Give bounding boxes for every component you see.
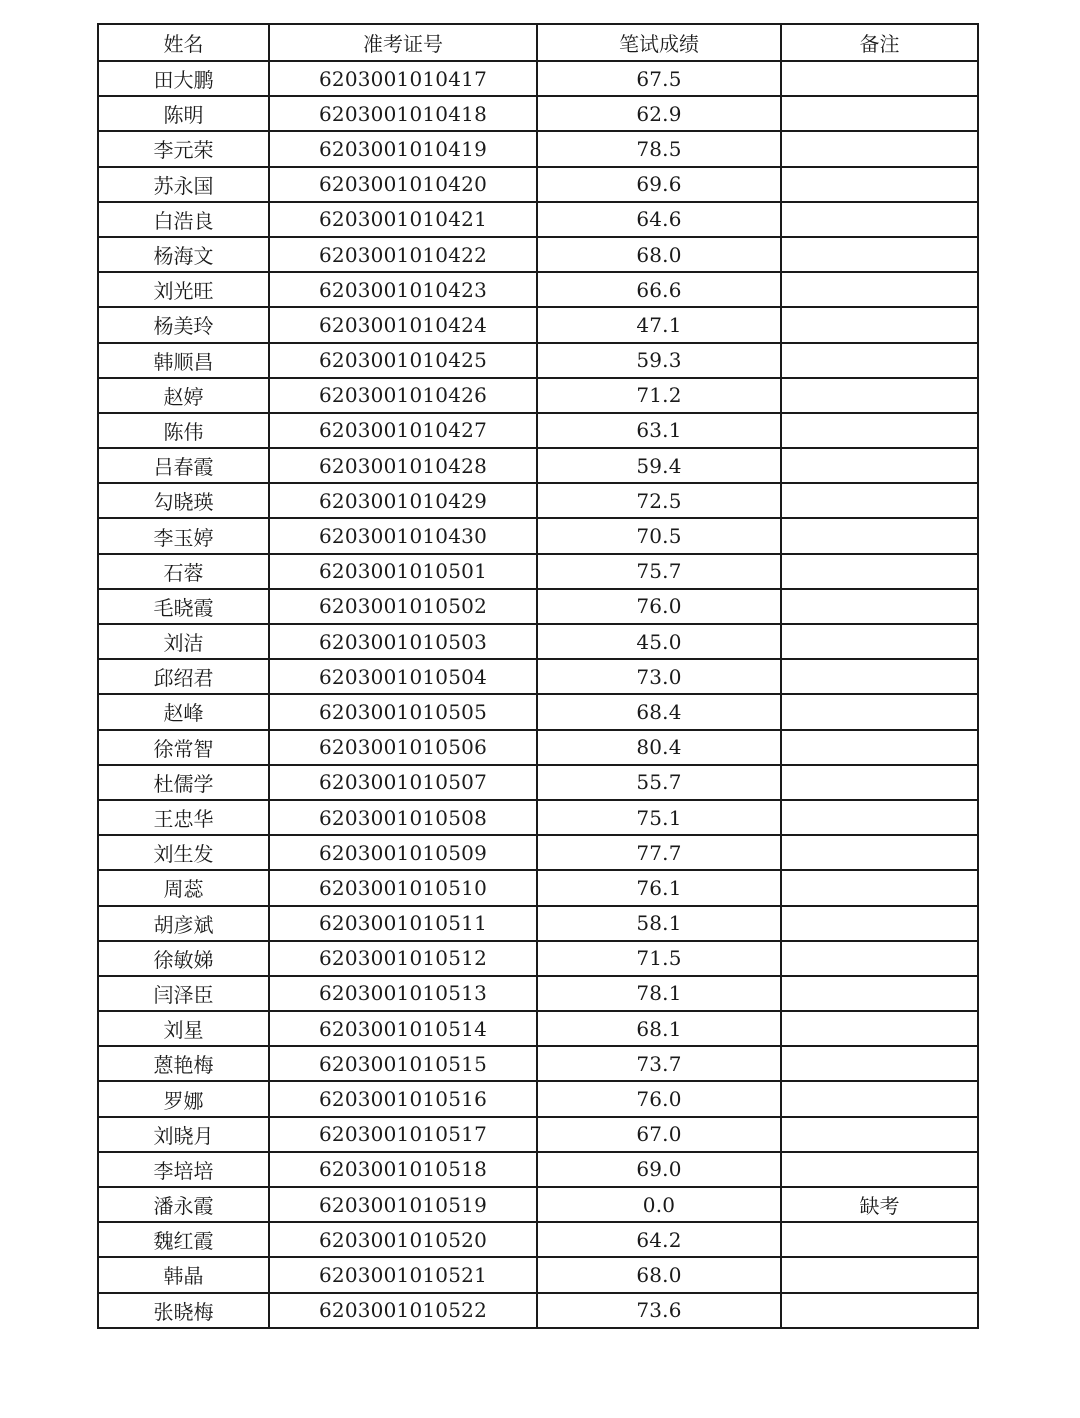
table-body xyxy=(98,61,978,1328)
cell-score: 69.0 xyxy=(537,1152,781,1187)
cell-name: 魏红霞 xyxy=(98,1222,269,1257)
cell-note xyxy=(781,483,978,518)
cell-note xyxy=(781,659,978,694)
cell-note xyxy=(781,976,978,1011)
cell-note xyxy=(781,694,978,729)
cell-score: 59.4 xyxy=(537,448,781,483)
cell-exam-id: 6203001010504 xyxy=(269,659,537,694)
cell-name: 闫泽臣 xyxy=(98,976,269,1011)
table-row xyxy=(98,1222,978,1257)
cell-name: 杨海文 xyxy=(98,237,269,272)
cell-score: 63.1 xyxy=(537,413,781,448)
cell-note xyxy=(781,343,978,378)
cell-exam-id: 6203001010421 xyxy=(269,202,537,237)
cell-name: 刘洁 xyxy=(98,624,269,659)
cell-note xyxy=(781,448,978,483)
cell-exam-id: 6203001010507 xyxy=(269,765,537,800)
table-row xyxy=(98,659,978,694)
table-row xyxy=(98,272,978,307)
table-row xyxy=(98,835,978,870)
cell-note xyxy=(781,61,978,96)
cell-name: 徐常智 xyxy=(98,730,269,765)
table-row xyxy=(98,730,978,765)
cell-note xyxy=(781,1222,978,1257)
cell-note xyxy=(781,1117,978,1152)
header-note: 备注 xyxy=(781,24,978,61)
cell-name: 赵峰 xyxy=(98,694,269,729)
cell-exam-id: 6203001010422 xyxy=(269,237,537,272)
cell-exam-id: 6203001010417 xyxy=(269,61,537,96)
table-row xyxy=(98,343,978,378)
table-row xyxy=(98,1257,978,1292)
cell-note xyxy=(781,378,978,413)
table-row xyxy=(98,1081,978,1116)
cell-score: 68.0 xyxy=(537,1257,781,1292)
table-row xyxy=(98,976,978,1011)
table-row xyxy=(98,589,978,624)
cell-name: 胡彦斌 xyxy=(98,906,269,941)
cell-name: 吕春霞 xyxy=(98,448,269,483)
cell-exam-id: 6203001010518 xyxy=(269,1152,537,1187)
cell-exam-id: 6203001010508 xyxy=(269,800,537,835)
table-row xyxy=(98,800,978,835)
cell-exam-id: 6203001010428 xyxy=(269,448,537,483)
cell-score: 55.7 xyxy=(537,765,781,800)
cell-score: 76.1 xyxy=(537,870,781,905)
cell-score: 78.1 xyxy=(537,976,781,1011)
table-row xyxy=(98,1152,978,1187)
cell-score: 45.0 xyxy=(537,624,781,659)
cell-name: 刘星 xyxy=(98,1011,269,1046)
table-row xyxy=(98,694,978,729)
cell-exam-id: 6203001010512 xyxy=(269,941,537,976)
cell-exam-id: 6203001010418 xyxy=(269,96,537,131)
cell-score: 80.4 xyxy=(537,730,781,765)
table-row xyxy=(98,167,978,202)
cell-score: 71.5 xyxy=(537,941,781,976)
cell-note xyxy=(781,131,978,166)
cell-note xyxy=(781,624,978,659)
cell-exam-id: 6203001010519 xyxy=(269,1187,537,1222)
cell-exam-id: 6203001010506 xyxy=(269,730,537,765)
cell-score: 76.0 xyxy=(537,589,781,624)
cell-note xyxy=(781,1257,978,1292)
cell-note xyxy=(781,870,978,905)
cell-name: 毛晓霞 xyxy=(98,589,269,624)
cell-score: 75.7 xyxy=(537,554,781,589)
cell-name: 周蕊 xyxy=(98,870,269,905)
cell-name: 邱绍君 xyxy=(98,659,269,694)
cell-name: 徐敏娣 xyxy=(98,941,269,976)
cell-name: 苏永国 xyxy=(98,167,269,202)
table-row xyxy=(98,870,978,905)
cell-note xyxy=(781,1046,978,1081)
table-row xyxy=(98,1293,978,1328)
cell-note xyxy=(781,589,978,624)
cell-exam-id: 6203001010513 xyxy=(269,976,537,1011)
cell-score: 73.7 xyxy=(537,1046,781,1081)
cell-note xyxy=(781,554,978,589)
cell-name: 杨美玲 xyxy=(98,307,269,342)
cell-exam-id: 6203001010516 xyxy=(269,1081,537,1116)
cell-score: 68.1 xyxy=(537,1011,781,1046)
cell-note xyxy=(781,765,978,800)
table-row xyxy=(98,1011,978,1046)
cell-score: 58.1 xyxy=(537,906,781,941)
cell-note xyxy=(781,1152,978,1187)
table-row xyxy=(98,61,978,96)
cell-name: 张晓梅 xyxy=(98,1293,269,1328)
cell-score: 0.0 xyxy=(537,1187,781,1222)
cell-exam-id: 6203001010423 xyxy=(269,272,537,307)
table-row xyxy=(98,237,978,272)
table-row xyxy=(98,554,978,589)
table-row xyxy=(98,1117,978,1152)
cell-score: 69.6 xyxy=(537,167,781,202)
cell-name: 罗娜 xyxy=(98,1081,269,1116)
cell-score: 64.6 xyxy=(537,202,781,237)
score-table xyxy=(97,23,979,1329)
cell-name: 刘光旺 xyxy=(98,272,269,307)
cell-note xyxy=(781,413,978,448)
table-row xyxy=(98,96,978,131)
cell-score: 68.4 xyxy=(537,694,781,729)
cell-name: 刘生发 xyxy=(98,835,269,870)
cell-exam-id: 6203001010520 xyxy=(269,1222,537,1257)
cell-exam-id: 6203001010426 xyxy=(269,378,537,413)
cell-exam-id: 6203001010515 xyxy=(269,1046,537,1081)
cell-exam-id: 6203001010517 xyxy=(269,1117,537,1152)
cell-name: 刘晓月 xyxy=(98,1117,269,1152)
table-row xyxy=(98,765,978,800)
cell-note xyxy=(781,941,978,976)
cell-score: 73.0 xyxy=(537,659,781,694)
table-row xyxy=(98,131,978,166)
cell-name: 杜儒学 xyxy=(98,765,269,800)
header-row xyxy=(98,24,978,61)
table-row xyxy=(98,1187,978,1222)
cell-exam-id: 6203001010419 xyxy=(269,131,537,166)
cell-name: 王忠华 xyxy=(98,800,269,835)
table-row xyxy=(98,1046,978,1081)
cell-exam-id: 6203001010521 xyxy=(269,1257,537,1292)
cell-note xyxy=(781,518,978,553)
cell-exam-id: 6203001010424 xyxy=(269,307,537,342)
cell-exam-id: 6203001010522 xyxy=(269,1293,537,1328)
cell-score: 78.5 xyxy=(537,131,781,166)
cell-note xyxy=(781,202,978,237)
cell-score: 73.6 xyxy=(537,1293,781,1328)
cell-name: 白浩良 xyxy=(98,202,269,237)
cell-note xyxy=(781,96,978,131)
cell-exam-id: 6203001010430 xyxy=(269,518,537,553)
cell-exam-id: 6203001010429 xyxy=(269,483,537,518)
table-row xyxy=(98,906,978,941)
cell-name: 李元荣 xyxy=(98,131,269,166)
cell-score: 64.2 xyxy=(537,1222,781,1257)
table-row xyxy=(98,483,978,518)
cell-score: 47.1 xyxy=(537,307,781,342)
header-score: 笔试成绩 xyxy=(537,24,781,61)
cell-exam-id: 6203001010420 xyxy=(269,167,537,202)
table-row xyxy=(98,518,978,553)
cell-score: 66.6 xyxy=(537,272,781,307)
cell-name: 李玉婷 xyxy=(98,518,269,553)
cell-note xyxy=(781,1293,978,1328)
cell-score: 62.9 xyxy=(537,96,781,131)
cell-name: 赵婷 xyxy=(98,378,269,413)
cell-score: 76.0 xyxy=(537,1081,781,1116)
cell-exam-id: 6203001010425 xyxy=(269,343,537,378)
table-row xyxy=(98,624,978,659)
cell-name: 勾晓瑛 xyxy=(98,483,269,518)
cell-exam-id: 6203001010505 xyxy=(269,694,537,729)
cell-name: 田大鹏 xyxy=(98,61,269,96)
cell-note xyxy=(781,800,978,835)
cell-exam-id: 6203001010509 xyxy=(269,835,537,870)
table-row xyxy=(98,941,978,976)
table-row xyxy=(98,413,978,448)
cell-name: 石蓉 xyxy=(98,554,269,589)
cell-score: 75.1 xyxy=(537,800,781,835)
cell-score: 72.5 xyxy=(537,483,781,518)
cell-note xyxy=(781,307,978,342)
cell-note xyxy=(781,237,978,272)
cell-exam-id: 6203001010511 xyxy=(269,906,537,941)
cell-note xyxy=(781,167,978,202)
cell-exam-id: 6203001010501 xyxy=(269,554,537,589)
cell-score: 68.0 xyxy=(537,237,781,272)
cell-exam-id: 6203001010503 xyxy=(269,624,537,659)
cell-note: 缺考 xyxy=(781,1187,978,1222)
cell-score: 67.0 xyxy=(537,1117,781,1152)
table-row xyxy=(98,202,978,237)
cell-score: 59.3 xyxy=(537,343,781,378)
cell-note xyxy=(781,906,978,941)
cell-name: 陈伟 xyxy=(98,413,269,448)
cell-note xyxy=(781,1081,978,1116)
header-exam-id: 准考证号 xyxy=(269,24,537,61)
cell-exam-id: 6203001010427 xyxy=(269,413,537,448)
cell-name: 蒽艳梅 xyxy=(98,1046,269,1081)
header-name: 姓名 xyxy=(98,24,269,61)
cell-score: 77.7 xyxy=(537,835,781,870)
table-row xyxy=(98,307,978,342)
cell-name: 陈明 xyxy=(98,96,269,131)
cell-note xyxy=(781,730,978,765)
table-row xyxy=(98,448,978,483)
cell-name: 韩顺昌 xyxy=(98,343,269,378)
table-row xyxy=(98,378,978,413)
cell-name: 潘永霞 xyxy=(98,1187,269,1222)
cell-name: 李培培 xyxy=(98,1152,269,1187)
cell-score: 71.2 xyxy=(537,378,781,413)
cell-note xyxy=(781,272,978,307)
cell-name: 韩晶 xyxy=(98,1257,269,1292)
cell-score: 67.5 xyxy=(537,61,781,96)
cell-score: 70.5 xyxy=(537,518,781,553)
cell-exam-id: 6203001010514 xyxy=(269,1011,537,1046)
cell-exam-id: 6203001010502 xyxy=(269,589,537,624)
cell-note xyxy=(781,1011,978,1046)
cell-exam-id: 6203001010510 xyxy=(269,870,537,905)
cell-note xyxy=(781,835,978,870)
